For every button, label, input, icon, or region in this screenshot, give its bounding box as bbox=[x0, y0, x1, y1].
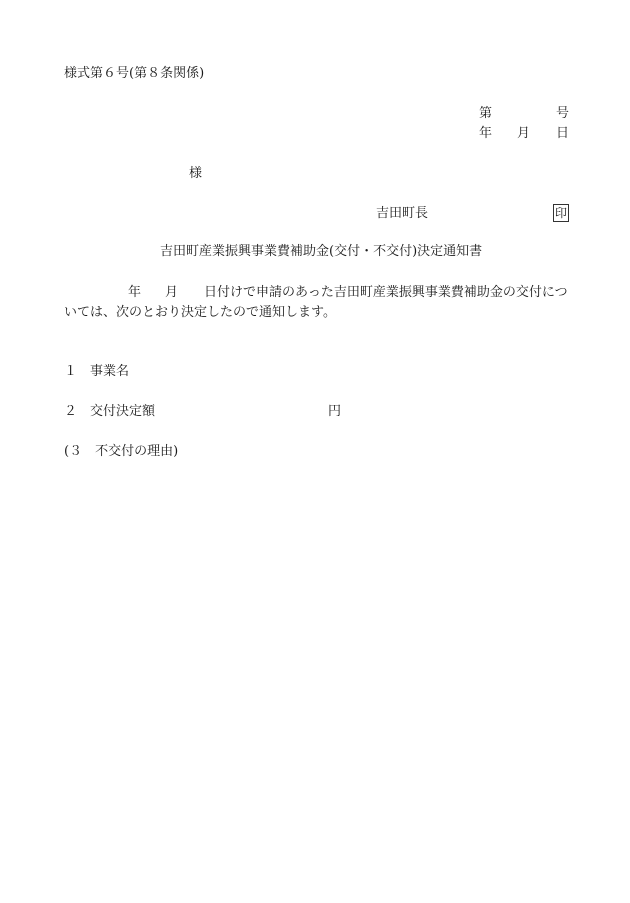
item-grant-amount: ２ 交付決定額 bbox=[64, 404, 156, 419]
seal-mark: 印 bbox=[554, 206, 567, 220]
date-year-label: 年 bbox=[479, 126, 493, 141]
date-day-label: 日 bbox=[556, 126, 570, 141]
document-number-prefix: 第 bbox=[479, 106, 493, 121]
date-month-label: 月 bbox=[517, 126, 531, 141]
item-rejection-reason: (３ 不交付の理由) bbox=[64, 444, 179, 459]
body-text-line-2: いては、次のとおり決定したので通知します。 bbox=[64, 305, 336, 320]
item-grant-amount-unit: 円 bbox=[328, 404, 342, 419]
recipient-honorific: 様 bbox=[189, 166, 203, 181]
item-project-name: １ 事業名 bbox=[64, 364, 130, 379]
issuer-name: 吉田町長 bbox=[376, 206, 429, 221]
body-month-label: 月 bbox=[165, 285, 179, 300]
body-year-label: 年 bbox=[128, 285, 142, 300]
body-text-rest: 日付けで申請のあった吉田町産業振興事業費補助金の交付につ bbox=[204, 285, 568, 300]
document-number-suffix: 号 bbox=[556, 106, 570, 121]
document-title: 吉田町産業振興事業費補助金(交付・不交付)決定通知書 bbox=[160, 244, 483, 259]
form-number: 様式第６号(第８条関係) bbox=[64, 66, 205, 81]
body-text-line-1 bbox=[64, 285, 568, 301]
